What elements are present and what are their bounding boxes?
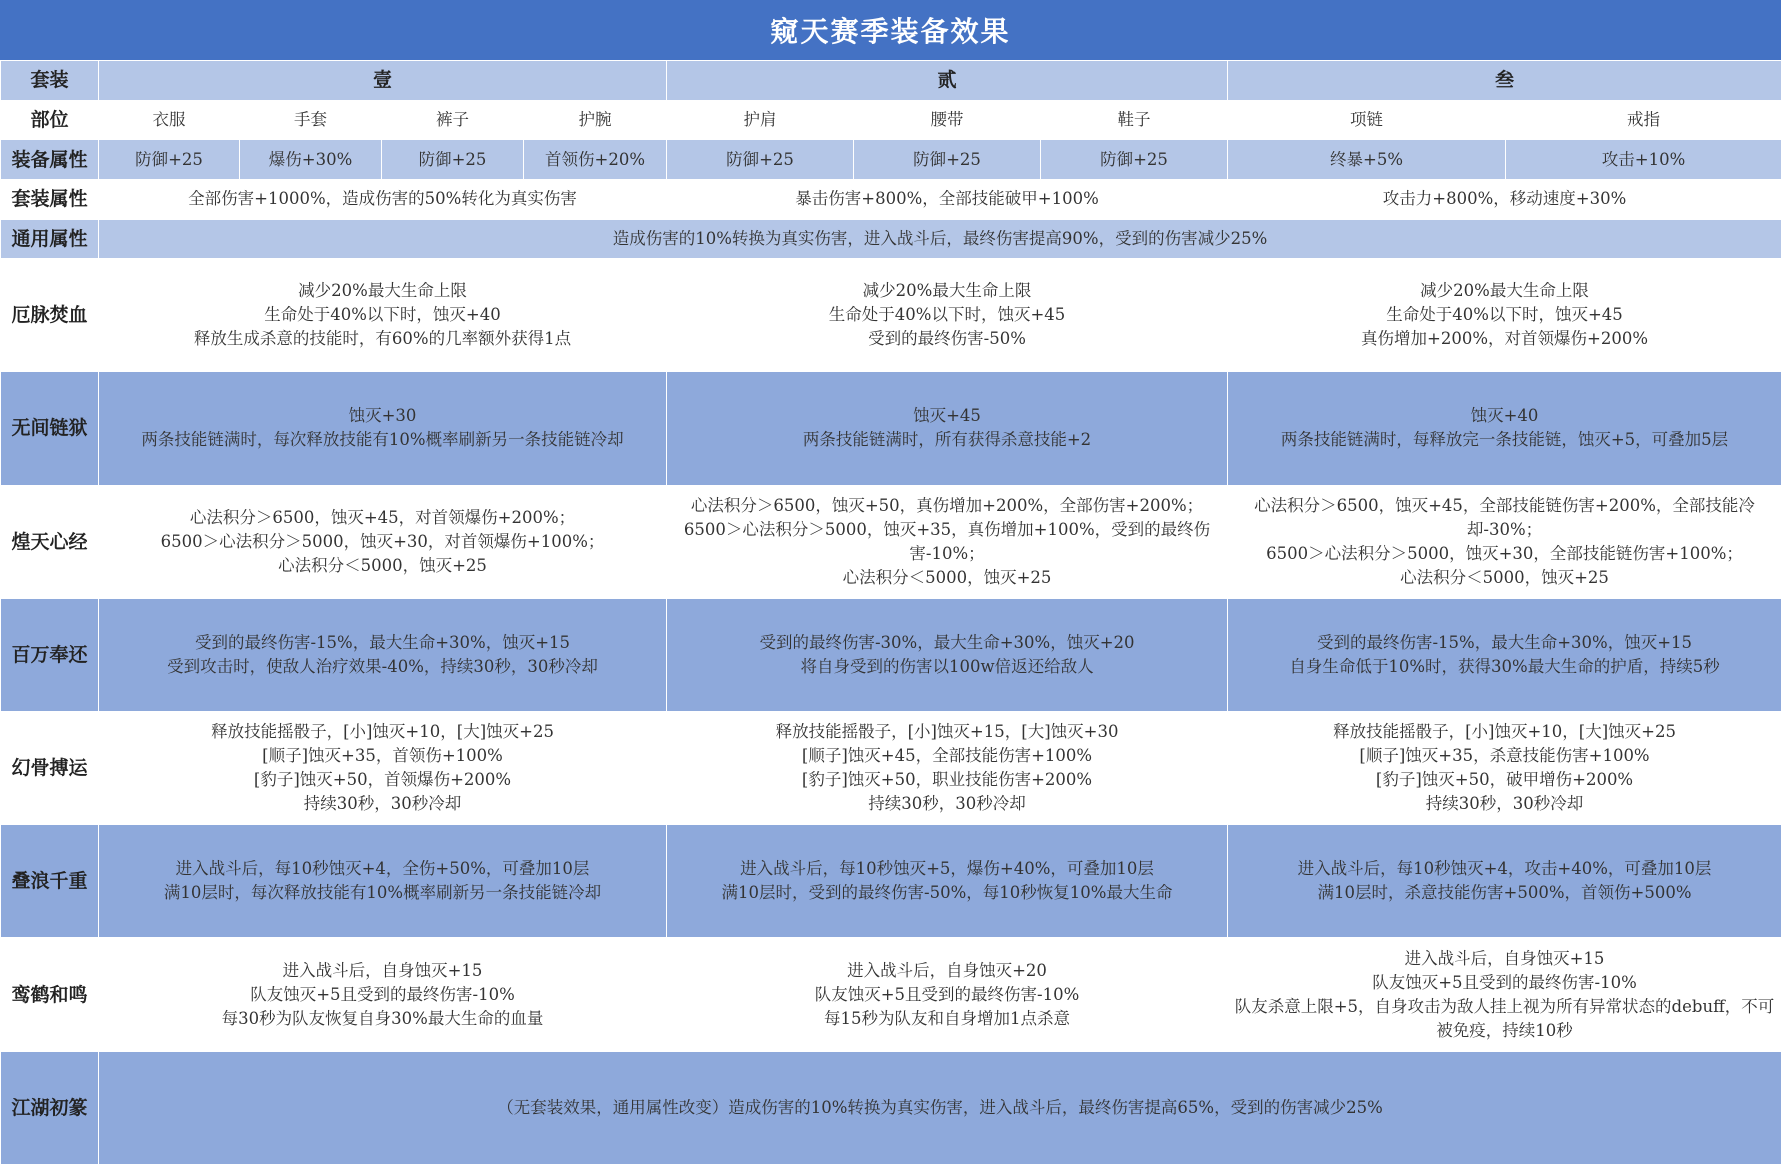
set-group-1: 壹 — [99, 61, 667, 101]
equip-attr-cell: 防御+25 — [99, 140, 240, 180]
effect-cell — [99, 485, 667, 598]
effect-cell — [667, 712, 1228, 825]
equip-attr-cell: 攻击+10% — [1506, 140, 1781, 180]
effect-line: 真伤增加+200%，对首领爆伤+200% — [1361, 329, 1649, 349]
part-cell: 腰带 — [854, 100, 1041, 140]
effect-line: 释放生成杀意的技能时，有60%的几率额外获得1点 — [193, 329, 572, 349]
effect-line: 队友蚀灭+5且受到的最终伤害-10% — [814, 984, 1080, 1004]
effect-line: 生命处于40%以下时，蚀灭+45 — [1386, 305, 1623, 325]
set-row-label: 江湖初篆 — [1, 1051, 99, 1164]
set-attr-row — [1, 179, 1781, 219]
effect-line: [豹子]蚀灭+50，破甲增伤+200% — [1375, 770, 1634, 790]
effect-cell — [1228, 938, 1781, 1051]
row-label-setattr: 套装属性 — [1, 179, 99, 219]
common-attr-row — [1, 219, 1781, 259]
part-cell: 护腕 — [524, 100, 667, 140]
effect-cell — [667, 485, 1228, 598]
equip-attr-cell: 终暴+5% — [1228, 140, 1506, 180]
effect-line: 每15秒为队友和自身增加1点杀意 — [824, 1008, 1071, 1028]
set-row-7 — [1, 938, 1781, 1051]
set-group-3: 叁 — [1228, 61, 1781, 101]
set-row-8 — [1, 1051, 1781, 1164]
row-label-common: 通用属性 — [1, 219, 99, 259]
effect-line: 进入战斗后，每10秒蚀灭+5，爆伤+40%，可叠加10层 — [740, 859, 1154, 879]
effect-cell — [1228, 259, 1781, 372]
part-cell: 戒指 — [1506, 100, 1781, 140]
effect-cell — [1228, 598, 1781, 711]
set-row-5 — [1, 712, 1781, 825]
effect-line: 蚀灭+40 — [1470, 406, 1539, 426]
effect-line: [顺子]蚀灭+35，杀意技能伤害+100% — [1359, 746, 1650, 766]
equip-attr-cell: 防御+25 — [854, 140, 1041, 180]
effect-line: 两条技能链满时，所有获得杀意技能+2 — [802, 430, 1092, 450]
effect-line: 心法积分＞6500，蚀灭+45，全部技能链伤害+200%，全部技能冷却-30%； — [1254, 495, 1755, 539]
part-cell: 衣服 — [99, 100, 240, 140]
set-row-4 — [1, 598, 1781, 711]
equip-attr-cell: 防御+25 — [1041, 140, 1228, 180]
effect-line: 6500＞心法积分＞5000，蚀灭+35，真伤增加+100%，受到的最终伤害-10%； — [683, 519, 1211, 563]
set-attr-cell-2: 暴击伤害+800%，全部技能破甲+100% — [667, 179, 1228, 219]
effect-line: 受到的最终伤害-50% — [868, 329, 1026, 349]
effect-line: 心法积分＞6500，蚀灭+45，对首领爆伤+200%； — [189, 507, 576, 527]
equip-attr-cell: 爆伤+30% — [240, 140, 382, 180]
effect-line: 6500＞心法积分＞5000，蚀灭+30，全部技能链伤害+100%； — [1266, 543, 1743, 563]
effect-line: 释放技能摇骰子，[小]蚀灭+10，[大]蚀灭+25 — [211, 722, 554, 742]
effect-line: 生命处于40%以下时，蚀灭+40 — [264, 305, 501, 325]
effect-line: 心法积分＜5000，蚀灭+25 — [278, 555, 487, 575]
effect-cell — [99, 259, 667, 372]
effect-line: 进入战斗后，每10秒蚀灭+4，攻击+40%，可叠加10层 — [1297, 859, 1712, 879]
effect-cell — [99, 372, 667, 485]
set-row-label: 厄脉焚血 — [1, 259, 99, 372]
effect-line: 持续30秒，30秒冷却 — [303, 794, 462, 814]
effect-line: [豹子]蚀灭+50，首领爆伤+200% — [253, 770, 512, 790]
row-label-equip: 装备属性 — [1, 140, 99, 180]
row-label-part: 部位 — [1, 100, 99, 140]
effect-line: 减少20%最大生命上限 — [1420, 281, 1589, 301]
effect-cell — [1228, 372, 1781, 485]
effect-line: 将自身受到的伤害以100w倍返还给敌人 — [800, 656, 1094, 676]
effect-cell — [667, 825, 1228, 938]
set-row-2 — [1, 372, 1781, 485]
part-cell: 护肩 — [667, 100, 854, 140]
effect-line: 满10层时，每次释放技能有10%概率刷新另一条技能链冷却 — [163, 883, 602, 903]
effect-cell — [99, 598, 667, 711]
effect-line: [顺子]蚀灭+45，全部技能伤害+100% — [801, 746, 1093, 766]
set-row-label: 无间链狱 — [1, 372, 99, 485]
set-attr-cell-1: 全部伤害+1000%，造成伤害的50%转化为真实伤害 — [99, 179, 667, 219]
effect-line: 持续30秒，30秒冷却 — [1425, 794, 1584, 814]
effect-cell — [667, 259, 1228, 372]
effect-line: 自身生命低于10%时，获得30%最大生命的护盾，持续5秒 — [1289, 656, 1720, 676]
equipment-effects-table — [0, 60, 1781, 1165]
effect-cell-full: （无套装效果，通用属性改变）造成伤害的10%转换为真实伤害，进入战斗后，最终伤害提高65%，受到的伤害减少25% — [99, 1051, 1781, 1164]
effect-line: 进入战斗后，每10秒蚀灭+4，全伤+50%，可叠加10层 — [175, 859, 590, 879]
part-cell: 手套 — [240, 100, 382, 140]
effect-line: 释放技能摇骰子，[小]蚀灭+15，[大]蚀灭+30 — [775, 722, 1119, 742]
effect-line: 减少20%最大生命上限 — [862, 281, 1032, 301]
effect-cell — [1228, 485, 1781, 598]
effect-line: 受到的最终伤害-30%，最大生命+30%，蚀灭+20 — [759, 632, 1135, 652]
effect-line: 队友蚀灭+5且受到的最终伤害-10% — [1372, 972, 1637, 992]
effect-line: 蚀灭+45 — [913, 406, 981, 426]
part-cell: 项链 — [1228, 100, 1506, 140]
effect-cell — [667, 598, 1228, 711]
set-row-label: 叠浪千重 — [1, 825, 99, 938]
page-title: 窥天赛季装备效果 — [0, 0, 1781, 60]
effect-line: 6500＞心法积分＞5000，蚀灭+30，对首领爆伤+100%； — [160, 531, 605, 551]
equip-attr-row — [1, 140, 1781, 180]
effect-line: 进入战斗后，自身蚀灭+15 — [282, 960, 483, 980]
effect-cell — [1228, 825, 1781, 938]
set-row-label: 鸾鹤和鸣 — [1, 938, 99, 1051]
part-cell: 裤子 — [382, 100, 524, 140]
effect-cell — [99, 825, 667, 938]
common-attr-cell: 造成伤害的10%转换为真实伤害，进入战斗后，最终伤害提高90%，受到的伤害减少25% — [99, 219, 1781, 259]
effect-line: 释放技能摇骰子，[小]蚀灭+10，[大]蚀灭+25 — [1333, 722, 1676, 742]
effect-line: [顺子]蚀灭+35，首领伤+100% — [262, 746, 503, 766]
effect-line: 受到的最终伤害-15%，最大生命+30%，蚀灭+15 — [194, 632, 571, 652]
effect-line: 生命处于40%以下时，蚀灭+45 — [828, 305, 1066, 325]
effect-line: 蚀灭+30 — [348, 406, 417, 426]
set-group-row — [1, 61, 1781, 101]
effect-line: 满10层时，受到的最终伤害-50%，每10秒恢复10%最大生命 — [721, 883, 1173, 903]
set-row-label: 煌天心经 — [1, 485, 99, 598]
set-row-6 — [1, 825, 1781, 938]
effect-cell — [667, 938, 1228, 1051]
effect-cell — [99, 712, 667, 825]
set-row-3 — [1, 485, 1781, 598]
effect-line: 减少20%最大生命上限 — [298, 281, 467, 301]
equip-attr-cell: 防御+25 — [667, 140, 854, 180]
effect-cell — [667, 372, 1228, 485]
part-row — [1, 100, 1781, 140]
set-attr-cell-3: 攻击力+800%，移动速度+30% — [1228, 179, 1781, 219]
equip-attr-cell: 首领伤+20% — [524, 140, 667, 180]
set-group-2: 贰 — [667, 61, 1228, 101]
effect-line: 满10层时，杀意技能伤害+500%，首领伤+500% — [1317, 883, 1692, 903]
effect-line: 进入战斗后，自身蚀灭+20 — [847, 960, 1047, 980]
effect-line: 心法积分＜5000，蚀灭+25 — [1400, 567, 1609, 587]
effect-cell — [99, 938, 667, 1051]
effect-line: 队友蚀灭+5且受到的最终伤害-10% — [250, 984, 515, 1004]
effect-line: [豹子]蚀灭+50，职业技能伤害+200% — [801, 770, 1093, 790]
row-label-set: 套装 — [1, 61, 99, 101]
set-row-label: 百万奉还 — [1, 598, 99, 711]
part-cell: 鞋子 — [1041, 100, 1228, 140]
effect-line: 心法积分＞6500，蚀灭+50，真伤增加+200%，全部伤害+200%； — [690, 495, 1204, 515]
set-row-1 — [1, 259, 1781, 372]
effect-line: 受到攻击时，使敌人治疗效果-40%，持续30秒，30秒冷却 — [167, 656, 598, 676]
effect-line: 队友杀意上限+5，自身攻击为敌人挂上视为所有异常状态的debuff，不可被免疫，持续10秒 — [1234, 996, 1775, 1040]
set-row-label: 幻骨搏运 — [1, 712, 99, 825]
effect-line: 两条技能链满时，每释放完一条技能链，蚀灭+5，可叠加5层 — [1280, 430, 1729, 450]
effect-line: 心法积分＜5000，蚀灭+25 — [842, 567, 1052, 587]
effect-line: 受到的最终伤害-15%，最大生命+30%，蚀灭+15 — [1316, 632, 1693, 652]
effect-line: 每30秒为队友恢复自身30%最大生命的血量 — [221, 1008, 544, 1028]
effect-cell — [1228, 712, 1781, 825]
effect-line: 两条技能链满时，每次释放技能有10%概率刷新另一条技能链冷却 — [141, 430, 624, 450]
effect-line: 持续30秒，30秒冷却 — [868, 794, 1026, 814]
equip-attr-cell: 防御+25 — [382, 140, 524, 180]
effect-line: 进入战斗后，自身蚀灭+15 — [1404, 948, 1605, 968]
